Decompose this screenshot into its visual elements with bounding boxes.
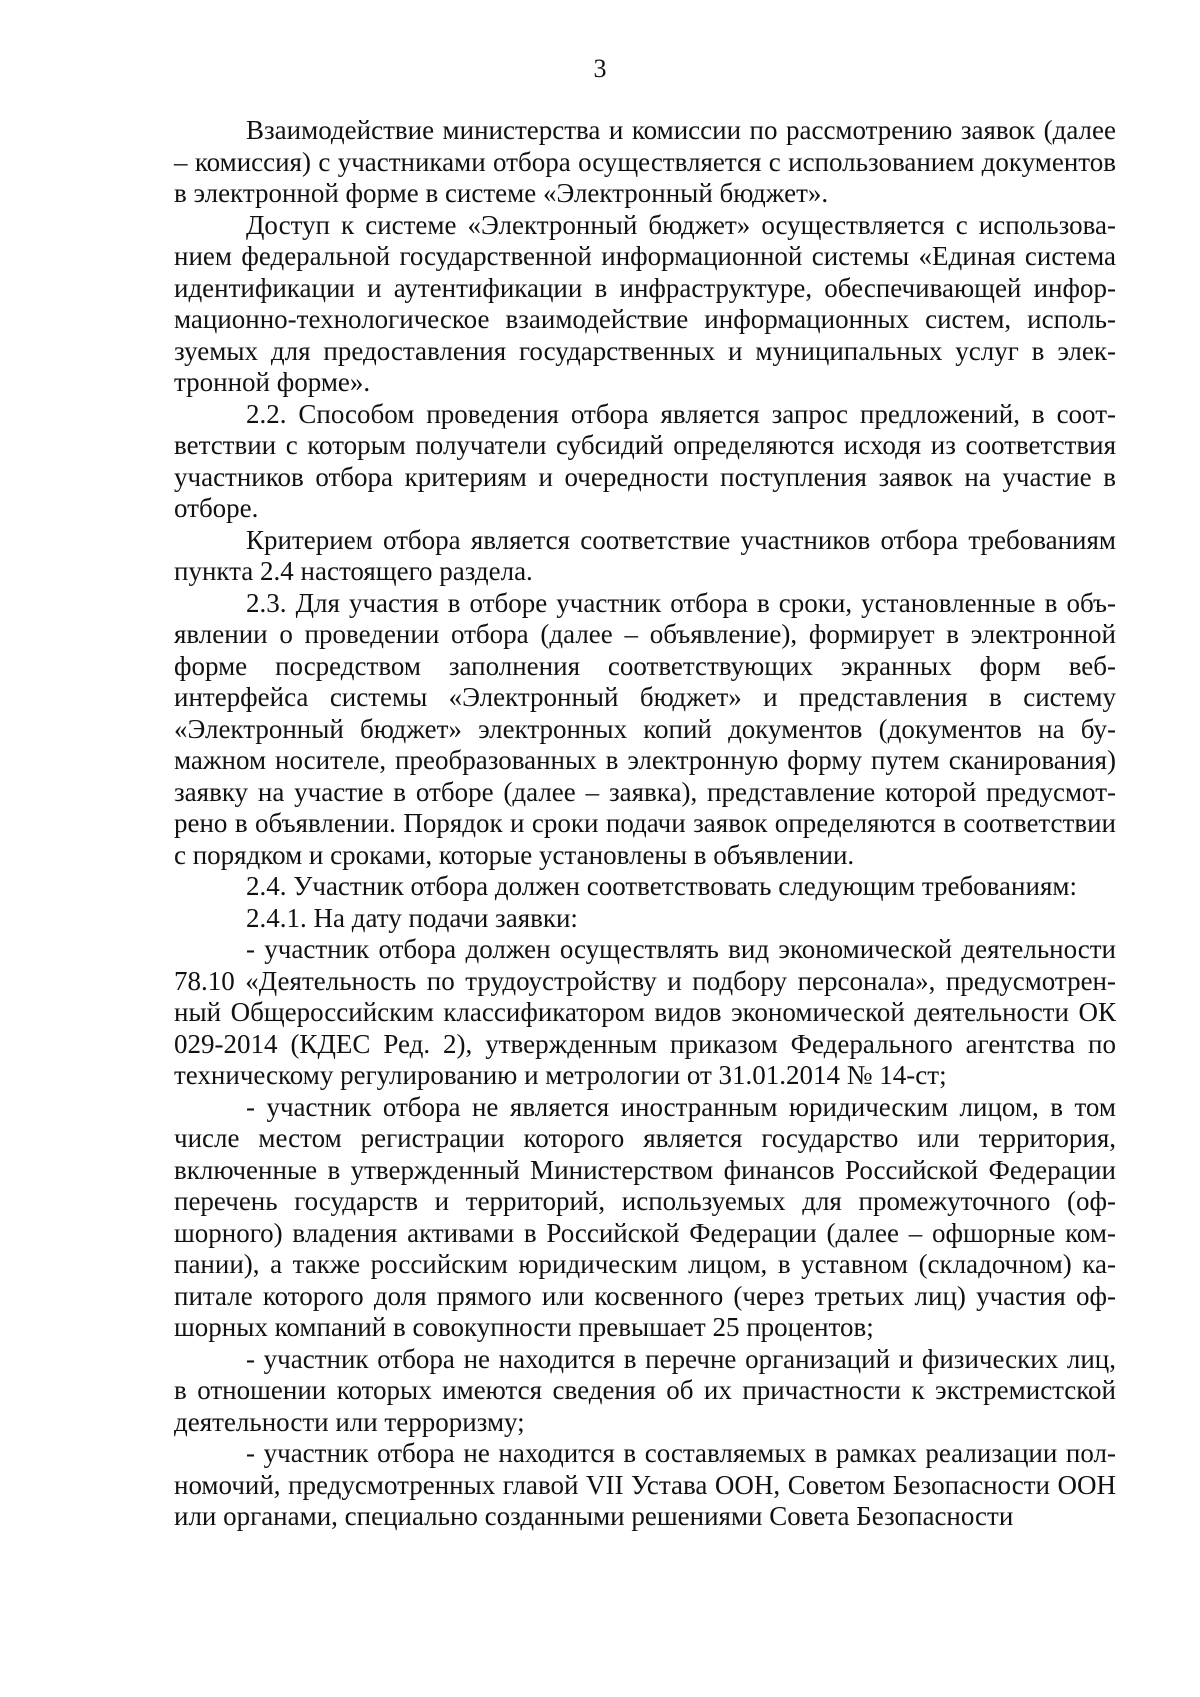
paragraph-access: Доступ к системе «Электронный бюджет» осуществляется с использованием федеральной государственной информационной системы «Единая система идентификации и аутентификации в инфраструктуре, обеспечивающей информационно-технологическое взаимодействие информационных систем, используемых для предоставления государственных и муниципальных услуг в электронной форме». (174, 209, 1116, 397)
paragraph-2-4: 2.4. Участник отбора должен соответствовать следующим требованиям: (246, 871, 1077, 901)
paragraph-criterion: Критерием отбора является соответствие участников отбора требованиям пункта 2.4 настоящего раздела. (174, 524, 1116, 586)
list-item-activity-type: - участник отбора должен осуществлять вид экономической деятельности 78.10 «Деятельность по трудоустройству и подбору персонала», предусмотренный Общероссийским классификатором видов экономической деятельности ОК 029-2014 (КДЕС Ред. 2), утвержденным приказом Федерального агентства по техническому регулированию и метрологии от 31.01.2014 № 14-ст; (174, 934, 1116, 1090)
paragraph-interaction: Взаимодействие министерства и комиссии по рассмотрению заявок (далее – комиссия) с участниками отбора осуществляется с использованием документов в электронной форме в системе «Электронный бюджет». (174, 115, 1116, 208)
paragraph-2-2: 2.2. Способом проведения отбора является запрос предложений, в соответствии с которым получатели субсидий определяются исходя из соответствия участников отбора критериям и очередности поступления заявок на участие в отборе. (174, 398, 1116, 523)
list-item-not-un-list: - участник отбора не находится в составляемых в рамках реализации полномочий, предусмотренных главой VII Устава ООН, Советом Безопасности ООН или органами, специально созданными решениями Совета Безопасности (174, 1438, 1116, 1531)
document-body (174, 115, 1116, 1533)
list-item-not-foreign: - участник отбора не является иностранным юридическим лицом, в том числе местом регистрации которого является государство или территория, включенные в утвержденный Министерством финансов Российской Федерации перечень государств и территорий, используемых для промежуточного (офшорного) владения активами в Российской Федерации (далее – офшорные компании), а также российским юридическим лицом, в уставном (складочном) капитале которого доля прямого или косвенного (через третьих лиц) участия офшорных компаний в совокупности превышает 25 процентов; (174, 1091, 1116, 1342)
page-number: 3 (593, 54, 607, 83)
paragraph-2-4-1: 2.4.1. На дату подачи заявки: (246, 902, 578, 933)
paragraph-2-3: 2.3. Для участия в отборе участник отбора в сроки, установленные в объявлении о проведении отбора (далее – объявление), формирует в электронной форме посредством заполнения соответствующих экранных форм веб-интерфейса системы «Электронный бюджет» и представления в систему «Электронный бюджет» электронных копий документов (документов на бумажном носителе, преобразованных в электронную форму путем сканирования) заявку на участие в отборе (далее – заявка), представление которой предусмотрено в объявлении. Порядок и сроки подачи заявок определяются в соответствии с порядком и сроками, которые установлены в объявлении. (174, 587, 1116, 870)
list-item-not-extremist: - участник отбора не находится в перечне организаций и физических лиц, в отношении которых имеются сведения об их причастности к экстремистской деятельности или терроризму; (174, 1343, 1116, 1437)
